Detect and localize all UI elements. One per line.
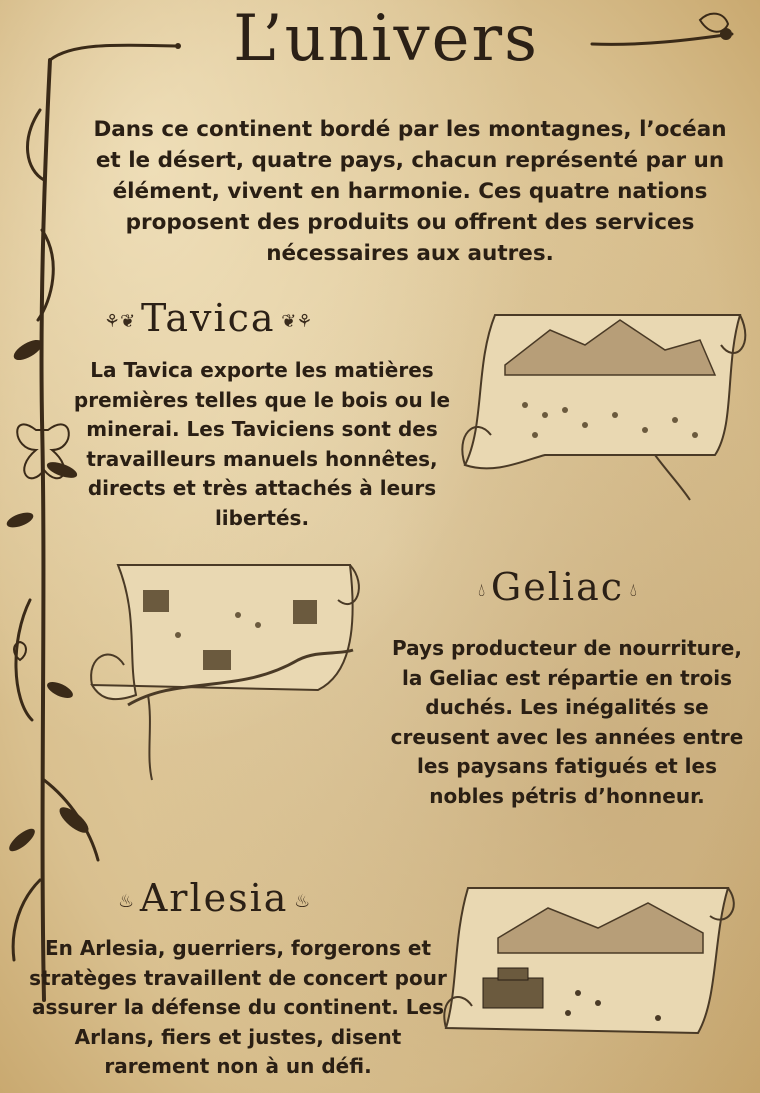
water-drop-icon: 💧︎ — [624, 580, 637, 601]
page-title: L’univers — [233, 2, 539, 76]
section-title-arlesia: Arlesia — [139, 876, 289, 920]
intro-text: Dans ce continent bordé par les montagnes, l’océan et le désert, quatre pays, chacun représenté par un élément, vivent en harmonie. Ces quatre nations proposent des produits ou offrent des services nécessaires aux autres. — [93, 117, 727, 266]
section-heading-geliac — [478, 565, 637, 609]
section-text-tavica: La Tavica exporte les matières premières telles que le bois ou le minerai. Les Taviciens sont des travailleurs manuels honnêtes, directs et très attachés à leurs libertés. — [73, 358, 451, 530]
flame-icon: ♨ — [288, 891, 311, 912]
section-title-tavica: Tavica — [140, 296, 276, 340]
leaf-ornament-icon: ❦⚘ — [275, 311, 313, 332]
farmland-scroll-map — [88, 555, 378, 785]
section-text-geliac: Pays producteur de nourriture, la Geliac est répartie en trois duchés. Les inégalités se creusent avec les années entre les paysans fatigués et les nobles pétris d’honneur. — [390, 636, 744, 808]
water-drop-icon: 💧︎ — [478, 580, 491, 601]
section-text-arlesia: En Arlesia, guerriers, forgerons et stratèges travaillent de concert pour assurer la défense du continent. Les Arlans, fiers et justes, disent rarement non à un défi. — [29, 936, 447, 1078]
leaf-ornament-icon: ⚘❦ — [104, 311, 141, 332]
mountain-scroll-map — [455, 305, 755, 505]
fortress-scroll-map — [438, 878, 738, 1048]
section-heading-tavica — [104, 296, 313, 340]
section-title-geliac: Geliac — [490, 565, 625, 609]
flame-icon: ♨ — [118, 891, 140, 912]
section-heading-arlesia — [118, 876, 310, 920]
